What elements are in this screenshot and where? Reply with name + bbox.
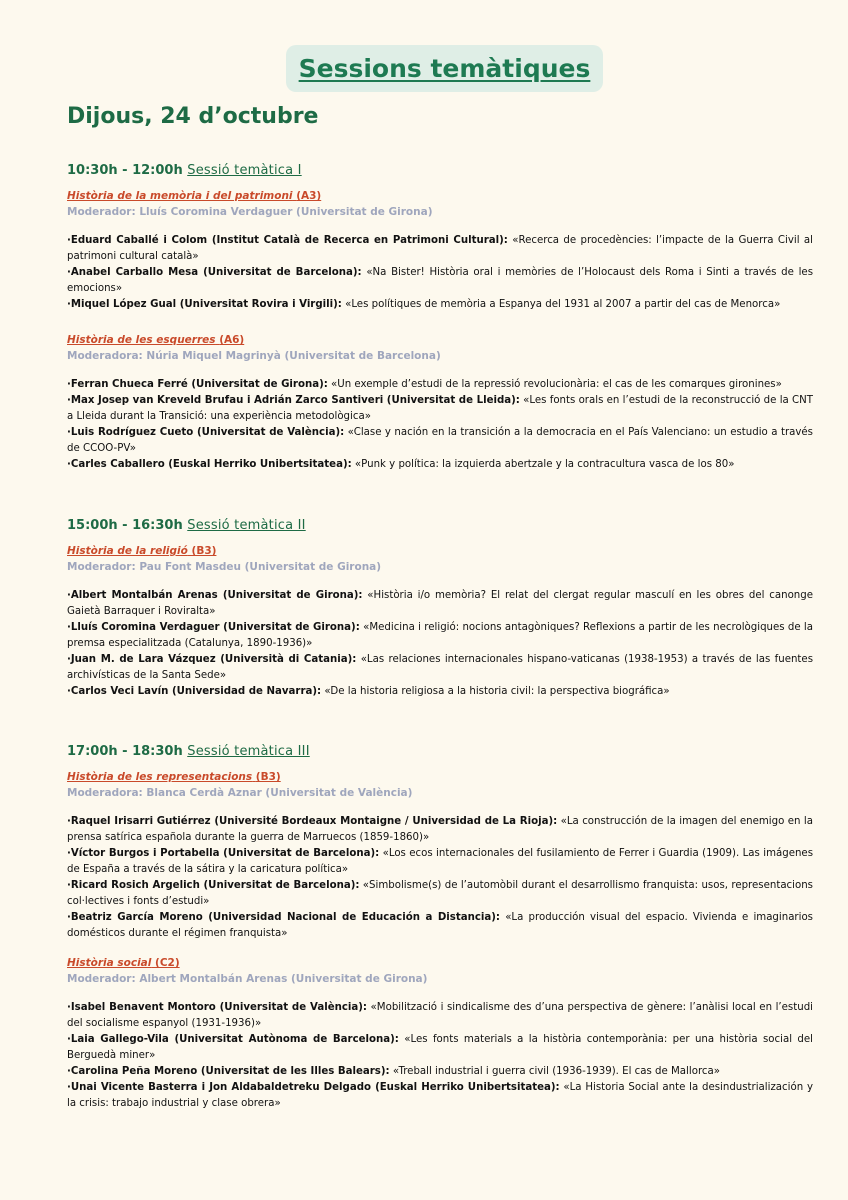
panel: [67, 770, 813, 942]
paper-author: ·Carolina Peña Moreno (Universitat de les Illes Balears):: [67, 1066, 390, 1077]
paper-list: [67, 814, 813, 942]
session-time: 15:00h - 16:30h: [67, 518, 183, 533]
panel-title-text: Història social: [67, 957, 152, 969]
paper-item: [67, 814, 813, 846]
paper-title: «Mobilització i sindicalisme des d’una perspectiva de gènere: l’anàlisi local en l’estudi del socialisme espanyol (1931-1936)»: [67, 1002, 813, 1029]
paper-item: [67, 1032, 813, 1064]
paper-author: ·Víctor Burgos i Portabella (Universitat de Barcelona):: [67, 848, 380, 859]
paper-item: [67, 297, 813, 313]
paper-author: ·Isabel Benavent Montoro (Universitat de València):: [67, 1002, 367, 1013]
paper-title: «Las relaciones internacionales hispano-vaticanas (1938-1953) a través de las fuentes archivísticas de la Santa Sede»: [67, 654, 813, 681]
paper-author: ·Unai Vicente Basterra i Jon Aldabaldetreku Delgado (Euskal Herriko Unibertsitatea):: [67, 1082, 560, 1093]
session-link[interactable]: Sessió temàtica III: [187, 744, 310, 759]
session-time: 10:30h - 12:00h: [67, 163, 183, 178]
paper-title: «Clase y nación en la transición a la democracia en el País Valenciano: un estudio a través de CCOO-PV»: [67, 427, 813, 454]
paper-title: «Les fonts orals en l’estudi de la reconstrucció de la CNT a Lleida durant la Transició: una experiència metodològica»: [67, 395, 813, 422]
paper-item: [67, 457, 813, 473]
paper-title: «La producción visual del espacio. Vivienda e imaginarios domésticos durante el régimen franquista»: [67, 912, 813, 939]
session-header: [67, 744, 813, 759]
paper-title: «La construcción de la imagen del enemigo en la prensa satírica española durante la guerra de Marruecos (1859-1860)»: [67, 816, 813, 843]
session-link[interactable]: Sessió temàtica I: [187, 163, 302, 178]
paper-item: [67, 910, 813, 942]
paper-item: [67, 233, 813, 265]
paper-author: ·Juan M. de Lara Vázquez (Università di Catania):: [67, 654, 357, 665]
panel-title[interactable]: [67, 333, 813, 348]
panel: [67, 333, 813, 473]
panel-title-text: Història de la religió: [67, 545, 188, 557]
panel: [67, 189, 813, 313]
paper-author: ·Carlos Veci Lavín (Universidad de Navarra):: [67, 686, 322, 697]
paper-item: [67, 588, 813, 620]
paper-title: «Un exemple d’estudi de la repressió revolucionària: el cas de les comarques gironines»: [327, 379, 782, 390]
moderator: Moderador: Pau Font Masdeu (Universitat de Girona): [67, 561, 382, 573]
panel-code: (C2): [155, 957, 180, 969]
panel-code: (B3): [191, 545, 217, 557]
paper-title: «De la historia religiosa a la historia civil: la perspectiva biográfica»: [321, 686, 670, 697]
paper-author: ·Lluís Coromina Verdaguer (Universitat de Girona):: [67, 622, 360, 633]
paper-author: ·Carles Caballero (Euskal Herriko Unibertsitatea):: [67, 459, 352, 470]
paper-title: «Punk y política: la izquierda abertzale y la contracultura vasca de los 80»: [351, 459, 735, 470]
panel-code: (A6): [219, 334, 245, 346]
panel-title[interactable]: [67, 956, 813, 971]
panel-code: (B3): [255, 771, 281, 783]
session-2: [67, 518, 813, 700]
paper-title: «Recerca de procedències: l’impacte de la Guerra Civil al patrimoni cultural català»: [67, 235, 813, 262]
paper-author: ·Anabel Carballo Mesa (Universitat de Barcelona):: [67, 267, 362, 278]
paper-item: [67, 1064, 813, 1080]
paper-title: «Medicina i religió: nocions antagòniques? Reflexions a partir de les necrològiques de la premsa especialitzada (Catalunya, 1890-1936)»: [67, 622, 814, 649]
paper-author: ·Luis Rodríguez Cueto (Universitat de València):: [67, 427, 345, 438]
session-header: [67, 518, 813, 533]
paper-author: ·Eduard Caballé i Colom (Institut Català de Recerca en Patrimoni Cultural):: [67, 235, 508, 246]
moderator: Moderadora: Núria Miquel Magrinyà (Universitat de Barcelona): [67, 350, 441, 362]
paper-title: «Simbolisme(s) de l’automòbil durant el desarrollismo franquista: usos, representacions col·lectives i fonts d’estudi»: [67, 880, 813, 907]
paper-item: [67, 846, 813, 878]
paper-author: ·Max Josep van Kreveld Brufau i Adrián Zarco Santiveri (Universitat de Lleida):: [67, 395, 520, 406]
paper-item: [67, 265, 813, 297]
paper-author: ·Albert Montalbán Arenas (Universitat de Girona):: [67, 590, 363, 601]
session-link[interactable]: Sessió temàtica II: [187, 518, 306, 533]
session-3: [67, 744, 813, 1112]
paper-author: ·Raquel Irisarri Gutiérrez (Université Bordeaux Montaigne / Universidad de La Rioja):: [67, 816, 558, 827]
panel-title-text: Història de la memòria i del patrimoni: [67, 190, 293, 202]
paper-list: [67, 233, 813, 313]
paper-author: ·Ferran Chueca Ferré (Universitat de Girona):: [67, 379, 328, 390]
paper-title: «Treball industrial i guerra civil (1936-1939). El cas de Mallorca»: [389, 1066, 720, 1077]
paper-list: [67, 1000, 813, 1112]
paper-title: «Història i/o memòria? El relat del clergat regular masculí en les obres del canonge Gaietà Barraquer i Roviralta»: [67, 590, 813, 617]
page-title-box: [286, 45, 603, 92]
paper-list: [67, 377, 813, 473]
panel: [67, 544, 813, 700]
panel-title[interactable]: [67, 770, 813, 785]
session-1: [67, 163, 813, 473]
paper-item: [67, 1080, 813, 1112]
session-time: 17:00h - 18:30h: [67, 744, 183, 759]
panel-title[interactable]: [67, 544, 813, 559]
panel-code: (A3): [296, 190, 322, 202]
moderator: Moderador: Lluís Coromina Verdaguer (Universitat de Girona): [67, 206, 433, 218]
paper-item: [67, 1000, 813, 1032]
moderator: Moderador: Albert Montalbán Arenas (Universitat de Girona): [67, 973, 428, 985]
paper-item: [67, 652, 813, 684]
day-heading: Dijous, 24 d’octubre: [67, 104, 319, 129]
panel: [67, 956, 813, 1112]
paper-item: [67, 377, 813, 393]
paper-item: [67, 684, 813, 700]
paper-list: [67, 588, 813, 700]
paper-author: ·Laia Gallego-Vila (Universitat Autònoma de Barcelona):: [67, 1034, 399, 1045]
panel-title-text: Història de les esquerres: [67, 334, 216, 346]
paper-item: [67, 878, 813, 910]
moderator: Moderadora: Blanca Cerdà Aznar (Universitat de València): [67, 787, 413, 799]
paper-item: [67, 393, 813, 425]
page-title: Sessions temàtiques: [298, 54, 591, 83]
paper-author: ·Miquel López Gual (Universitat Rovira i Virgili):: [67, 299, 342, 310]
session-header: [67, 163, 813, 178]
paper-title: «Les polítiques de memòria a Espanya del 1931 al 2007 a partir del cas de Menorca»: [341, 299, 781, 310]
paper-title: «Los ecos internacionales del fusilamiento de Ferrer i Guardia (1909). Las imágenes de España a través de la sátira y la caricatura política»: [67, 848, 813, 875]
paper-author: ·Ricard Rosich Argelich (Universitat de Barcelona):: [67, 880, 360, 891]
panel-title[interactable]: [67, 189, 813, 204]
panel-title-text: Història de les representacions: [67, 771, 253, 783]
paper-title: «Na Bister! Història oral i memòries de l’Holocaust dels Roma i Sinti a través de les emocions»: [67, 267, 813, 294]
paper-item: [67, 425, 813, 457]
paper-title: «Les fonts materials a la història contemporània: per una història social del Berguedà miner»: [67, 1034, 813, 1061]
paper-author: ·Beatriz García Moreno (Universidad Nacional de Educación a Distancia):: [67, 912, 500, 923]
paper-title: «La Historia Social ante la desindustrialización y la crisis: trabajo industrial y clase obrera»: [67, 1082, 813, 1109]
paper-item: [67, 620, 813, 652]
